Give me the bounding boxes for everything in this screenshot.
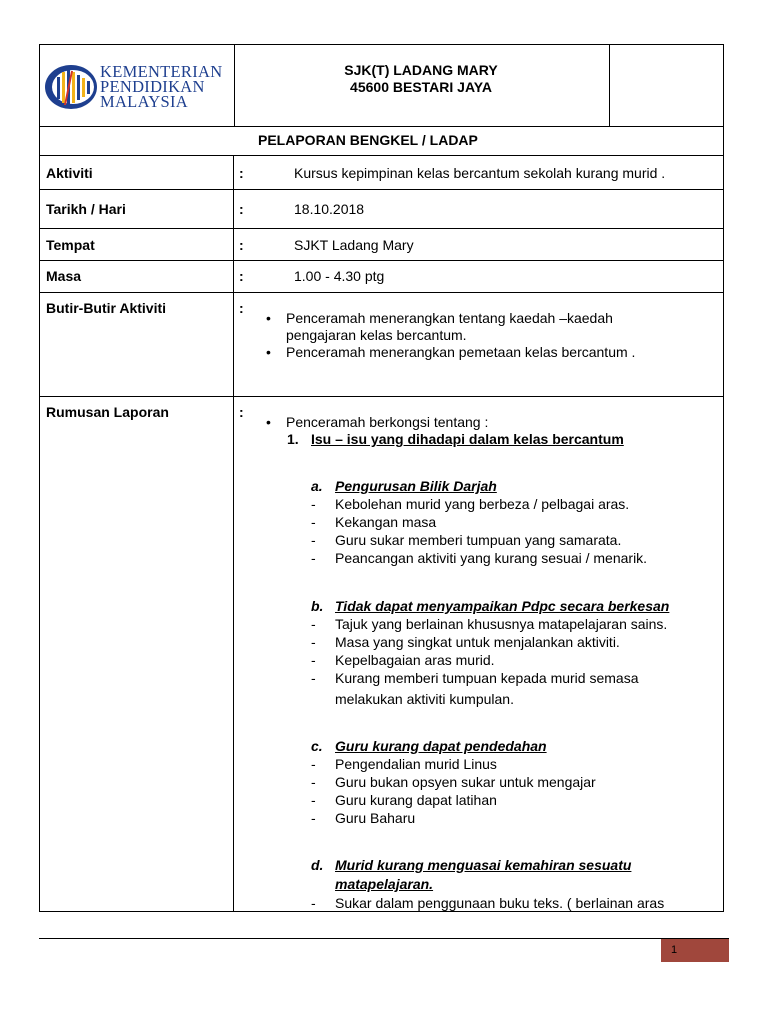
page-number: 1 [661,939,729,962]
list-item: - Kepelbagaian aras murid. [311,651,721,669]
label-rumusan: Rumusan Laporan [46,404,169,420]
section-title: Tidak dapat menyampaikan Pdpc secara berkesan [335,598,670,614]
section-letter: d. [311,857,324,873]
section-c [311,738,711,827]
school-address: 45600 BESTARI JAYA [350,79,492,95]
section-b [311,598,721,708]
value-masa: 1.00 - 4.30 ptg [294,268,385,284]
colon: : [239,404,244,420]
list-item-continuation: melakukan aktiviti kumpulan. [335,691,514,707]
ministry-logo [44,63,230,111]
list-item: - Kebolehan murid yang berbeza / pelbagai aras. [311,495,711,513]
footer-rule [39,938,729,939]
row-divider [39,126,724,127]
section-letter: b. [311,598,324,614]
row-divider [39,228,724,229]
row-divider [39,396,724,397]
label-aktiviti: Aktiviti [46,165,93,181]
list-item: • Penceramah menerangkan tentang kaedah –kaedah pengajaran kelas bercantum. [261,310,681,344]
list-item: - Kekangan masa [311,513,711,531]
row-divider [39,292,724,293]
ministry-emblem-icon [44,63,100,111]
school-name: SJK(T) LADANG MARY [344,62,498,78]
label-butir: Butir-Butir Aktiviti [46,300,167,316]
section-title: Pengurusan Bilik Darjah [335,478,497,494]
list-item: - Tajuk yang berlainan khususnya matapelajaran sains. [311,615,721,633]
logo-line-1: KEMENTERIAN [100,62,223,81]
list-item: - Masa yang singkat untuk menjalankan aktiviti. [311,633,721,651]
label-tempat: Tempat [46,237,95,253]
row-divider [39,189,724,190]
section-title-continuation: matapelajaran. [335,876,434,892]
colon: : [239,300,244,316]
list-item: - Guru bukan opsyen sukar untuk mengajar [311,773,711,791]
section-d [311,856,711,912]
list-item: - Pengendalian murid Linus [311,755,711,773]
rumusan-intro [261,414,681,431]
section-title: Murid kurang menguasai kemahiran sesuatu [335,857,632,873]
list-item: • Penceramah menerangkan pemetaan kelas bercantum . [261,344,681,361]
section-letter: c. [311,738,323,754]
value-tarikh: 18.10.2018 [294,201,365,217]
colon: : [239,201,244,217]
butir-list [261,310,681,361]
numbered-heading-title: Isu – isu yang dihadapi dalam kelas bercantum [311,431,624,447]
report-title: PELAPORAN BENGKEL / LADAP [258,132,478,148]
header-divider [609,44,610,126]
row-divider [39,155,724,156]
colon: : [239,165,244,181]
list-item: - Guru sukar memberi tumpuan yang samarata. [311,531,711,549]
colon: : [239,268,244,284]
logo-line-3: MALAYSIA [100,92,188,111]
list-item: - Peancangan aktiviti yang kurang sesuai / menarik. [311,549,711,567]
list-item: • Penceramah berkongsi tentang : [261,414,681,431]
label-masa: Masa [46,268,82,284]
numbered-heading [287,431,624,447]
list-item: - Guru Baharu [311,809,711,827]
row-divider [39,260,724,261]
section-title: Guru kurang dapat pendedahan [335,738,547,754]
logo-text [100,64,222,109]
column-divider [233,155,234,911]
section-letter: a. [311,478,323,494]
logo-line-2: PENDIDIKAN [100,77,205,96]
value-tempat: SJKT Ladang Mary [294,237,414,253]
label-tarikh: Tarikh / Hari [46,201,126,217]
numbered-heading-number: 1. [287,431,299,447]
list-item: - Kurang memberi tumpuan kepada murid semasa [311,669,721,687]
list-item: - Sukar dalam penggunaan buku teks. ( berlainan aras [311,894,711,912]
list-item: - Guru kurang dapat latihan [311,791,711,809]
section-a [311,478,711,567]
colon: : [239,237,244,253]
value-aktiviti: Kursus kepimpinan kelas bercantum sekolah kurang murid . [294,165,666,181]
